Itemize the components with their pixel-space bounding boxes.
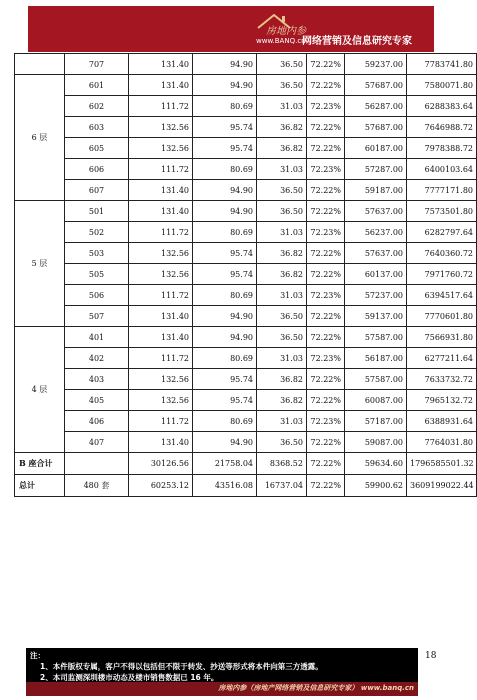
cell-unit: 403: [65, 369, 129, 390]
cell-shared: 36.50: [257, 75, 307, 96]
cell-price: 60087.00: [345, 390, 407, 411]
cell-ratio: 72.23%: [307, 159, 345, 180]
cell-inner: 80.69: [193, 411, 257, 432]
page-number: 18: [425, 651, 437, 661]
cell-ratio: 72.22%: [307, 243, 345, 264]
cell-ratio: 72.23%: [307, 411, 345, 432]
cell-unit: 502: [65, 222, 129, 243]
cell-area: 111.72: [129, 411, 193, 432]
cell-total: 7978388.72: [407, 138, 477, 159]
cell-shared: 36.50: [257, 432, 307, 453]
cell-price: 56237.00: [345, 222, 407, 243]
cell-total: 7764031.80: [407, 432, 477, 453]
logo-brand: 房地内参: [266, 26, 306, 37]
cell-total: 7633732.72: [407, 369, 477, 390]
cell-area: 111.72: [129, 159, 193, 180]
cell-shared: 8368.52: [257, 453, 307, 475]
cell-inner: 94.90: [193, 306, 257, 327]
cell-inner: 95.74: [193, 264, 257, 285]
cell-inner: 43516.08: [193, 475, 257, 497]
cell-shared: 36.82: [257, 138, 307, 159]
cell-price: 60137.00: [345, 264, 407, 285]
cell-total: 3609199022.44: [407, 475, 477, 497]
cell-inner: 95.74: [193, 243, 257, 264]
cell-price: 59900.62: [345, 475, 407, 497]
table-row: [15, 285, 477, 306]
cell-unit: 405: [65, 390, 129, 411]
cell-inner: 94.90: [193, 432, 257, 453]
cell-unit: 601: [65, 75, 129, 96]
table-row: [15, 117, 477, 138]
footer-brand: 房地内参（房地产网络营销及信息研究专家） www.banq.cn: [218, 684, 414, 692]
cell-price: 57287.00: [345, 159, 407, 180]
cell-price: 56287.00: [345, 96, 407, 117]
cell-total: 6288383.64: [407, 96, 477, 117]
cell-price: 57587.00: [345, 327, 407, 348]
cell-unit: 607: [65, 180, 129, 201]
cell-shared: 31.03: [257, 411, 307, 432]
floor-label: 4 层: [15, 327, 65, 453]
logo: [254, 8, 424, 50]
cell-total: 6282797.64: [407, 222, 477, 243]
cell-total: 6388931.64: [407, 411, 477, 432]
cell-total: 1796585501.32: [407, 453, 477, 475]
footer-note-2: 2、本司监测深圳楼市动态及楼市销售数据已 16 年。: [40, 673, 219, 682]
cell-area: 132.56: [129, 138, 193, 159]
cell-area: 131.40: [129, 180, 193, 201]
grand-total-row: [15, 475, 477, 497]
cell-inner: 80.69: [193, 348, 257, 369]
cell-area: 132.56: [129, 390, 193, 411]
cell-unit: 402: [65, 348, 129, 369]
floor-label: 5 层: [15, 201, 65, 327]
cell-price: 59187.00: [345, 180, 407, 201]
cell-price: 56187.00: [345, 348, 407, 369]
cell-total: 7640360.72: [407, 243, 477, 264]
cell-shared: 31.03: [257, 159, 307, 180]
cell-ratio: 72.22%: [307, 306, 345, 327]
grand-total-label: 总计: [15, 475, 65, 497]
cell-area: 60253.12: [129, 475, 193, 497]
cell-shared: 31.03: [257, 96, 307, 117]
cell-inner: 94.90: [193, 327, 257, 348]
cell-area: 111.72: [129, 222, 193, 243]
logo-url: www.BANQ.cn: [256, 37, 306, 45]
cell-ratio: 72.22%: [307, 390, 345, 411]
footer-note-title: 注：: [30, 651, 45, 660]
cell-unit: 507: [65, 306, 129, 327]
cell-ratio: 72.22%: [307, 327, 345, 348]
cell-ratio: 72.22%: [307, 201, 345, 222]
cell-total: 7783741.80: [407, 54, 477, 75]
cell-unit: [65, 453, 129, 475]
cell-ratio: 72.23%: [307, 285, 345, 306]
cell-area: 111.72: [129, 96, 193, 117]
cell-total: 7971760.72: [407, 264, 477, 285]
cell-area: 131.40: [129, 432, 193, 453]
cell-ratio: 72.22%: [307, 264, 345, 285]
table-row: [15, 390, 477, 411]
cell-price: 57687.00: [345, 117, 407, 138]
footer-brand-strip: [26, 682, 418, 696]
cell-ratio: 72.22%: [307, 180, 345, 201]
table-row: [15, 96, 477, 117]
cell-unit: 606: [65, 159, 129, 180]
cell-area: 132.56: [129, 369, 193, 390]
cell-shared: 36.82: [257, 264, 307, 285]
cell-shared: 16737.04: [257, 475, 307, 497]
cell-unit: 407: [65, 432, 129, 453]
cell-shared: 36.50: [257, 180, 307, 201]
cell-inner: 95.74: [193, 138, 257, 159]
cell-price: 57237.00: [345, 285, 407, 306]
cell-inner: 94.90: [193, 201, 257, 222]
cell-unit: 605: [65, 138, 129, 159]
footer: [26, 648, 418, 696]
table-row: [15, 138, 477, 159]
table-row: [15, 201, 477, 222]
footer-note-1: 1、本件版权专属，客户不得以包括但不限于转发、抄送等形式将本件向第三方透露。: [40, 662, 323, 671]
cell-ratio: 72.22%: [307, 138, 345, 159]
cell-total: 7573501.80: [407, 201, 477, 222]
cell-price: 57637.00: [345, 243, 407, 264]
cell-ratio: 72.23%: [307, 348, 345, 369]
table-row: [15, 327, 477, 348]
table-row: [15, 243, 477, 264]
cell-area: 132.56: [129, 243, 193, 264]
cell-inner: 95.74: [193, 369, 257, 390]
cell-shared: 36.50: [257, 54, 307, 75]
table-row: [15, 369, 477, 390]
cell-unit: 602: [65, 96, 129, 117]
cell-area: 131.40: [129, 306, 193, 327]
cell-inner: 80.69: [193, 222, 257, 243]
cell-inner: 94.90: [193, 180, 257, 201]
cell-ratio: 72.23%: [307, 222, 345, 243]
cell-total: 6400103.64: [407, 159, 477, 180]
table-row: [15, 159, 477, 180]
table-row: [15, 180, 477, 201]
cell-total: 6277211.64: [407, 348, 477, 369]
cell-shared: 31.03: [257, 222, 307, 243]
cell-total: 7777171.80: [407, 180, 477, 201]
cell-shared: 31.03: [257, 285, 307, 306]
table-row: [15, 432, 477, 453]
table-row: [15, 54, 477, 75]
cell-price: 57687.00: [345, 75, 407, 96]
floor-cell: [15, 54, 65, 75]
cell-area: 132.56: [129, 117, 193, 138]
cell-price: 59634.60: [345, 453, 407, 475]
subtotal-row: [15, 453, 477, 475]
cell-ratio: 72.22%: [307, 369, 345, 390]
cell-shared: 36.50: [257, 306, 307, 327]
cell-price: 57187.00: [345, 411, 407, 432]
cell-shared: 36.82: [257, 369, 307, 390]
cell-price: 59087.00: [345, 432, 407, 453]
cell-ratio: 72.22%: [307, 475, 345, 497]
cell-ratio: 72.22%: [307, 453, 345, 475]
cell-inner: 94.90: [193, 75, 257, 96]
cell-unit: 406: [65, 411, 129, 432]
cell-ratio: 72.22%: [307, 54, 345, 75]
cell-price: 60187.00: [345, 138, 407, 159]
sales-table: [14, 53, 477, 497]
cell-area: 111.72: [129, 285, 193, 306]
logo-org-name: 网络营销及信息研究专家: [302, 36, 412, 47]
cell-shared: 31.03: [257, 348, 307, 369]
cell-inner: 80.69: [193, 96, 257, 117]
cell-area: 30126.56: [129, 453, 193, 475]
cell-area: 111.72: [129, 348, 193, 369]
cell-area: 131.40: [129, 54, 193, 75]
cell-total: 7965132.72: [407, 390, 477, 411]
cell-ratio: 72.22%: [307, 75, 345, 96]
cell-shared: 36.82: [257, 243, 307, 264]
table-row: [15, 222, 477, 243]
table-row: [15, 306, 477, 327]
cell-shared: 36.50: [257, 201, 307, 222]
cell-shared: 36.82: [257, 390, 307, 411]
cell-ratio: 72.22%: [307, 432, 345, 453]
subtotal-label: B 座合计: [15, 453, 65, 475]
cell-price: 59237.00: [345, 54, 407, 75]
cell-total: 7580071.80: [407, 75, 477, 96]
cell-total: 7646988.72: [407, 117, 477, 138]
table-row: [15, 75, 477, 96]
floor-label: 6 层: [15, 75, 65, 201]
cell-total: 7770601.80: [407, 306, 477, 327]
cell-inner: 21758.04: [193, 453, 257, 475]
cell-shared: 36.82: [257, 117, 307, 138]
cell-inner: 80.69: [193, 159, 257, 180]
cell-unit: 401: [65, 327, 129, 348]
cell-ratio: 72.22%: [307, 117, 345, 138]
cell-ratio: 72.23%: [307, 96, 345, 117]
cell-inner: 95.74: [193, 117, 257, 138]
cell-price: 57637.00: [345, 201, 407, 222]
cell-unit: 707: [65, 54, 129, 75]
cell-area: 131.40: [129, 75, 193, 96]
table-row: [15, 264, 477, 285]
cell-unit: 503: [65, 243, 129, 264]
header-banner: [28, 6, 434, 52]
cell-price: 57587.00: [345, 369, 407, 390]
cell-inner: 80.69: [193, 285, 257, 306]
cell-inner: 95.74: [193, 390, 257, 411]
cell-shared: 36.50: [257, 327, 307, 348]
cell-inner: 94.90: [193, 54, 257, 75]
table-row: [15, 411, 477, 432]
cell-total: 6394517.64: [407, 285, 477, 306]
cell-total: 7566931.80: [407, 327, 477, 348]
cell-area: 132.56: [129, 264, 193, 285]
cell-unit: 506: [65, 285, 129, 306]
cell-unit: 505: [65, 264, 129, 285]
cell-unit: 501: [65, 201, 129, 222]
cell-unit: 603: [65, 117, 129, 138]
cell-area: 131.40: [129, 201, 193, 222]
cell-area: 131.40: [129, 327, 193, 348]
table-row: [15, 348, 477, 369]
cell-price: 59137.00: [345, 306, 407, 327]
cell-unit: 480 套: [65, 475, 129, 497]
